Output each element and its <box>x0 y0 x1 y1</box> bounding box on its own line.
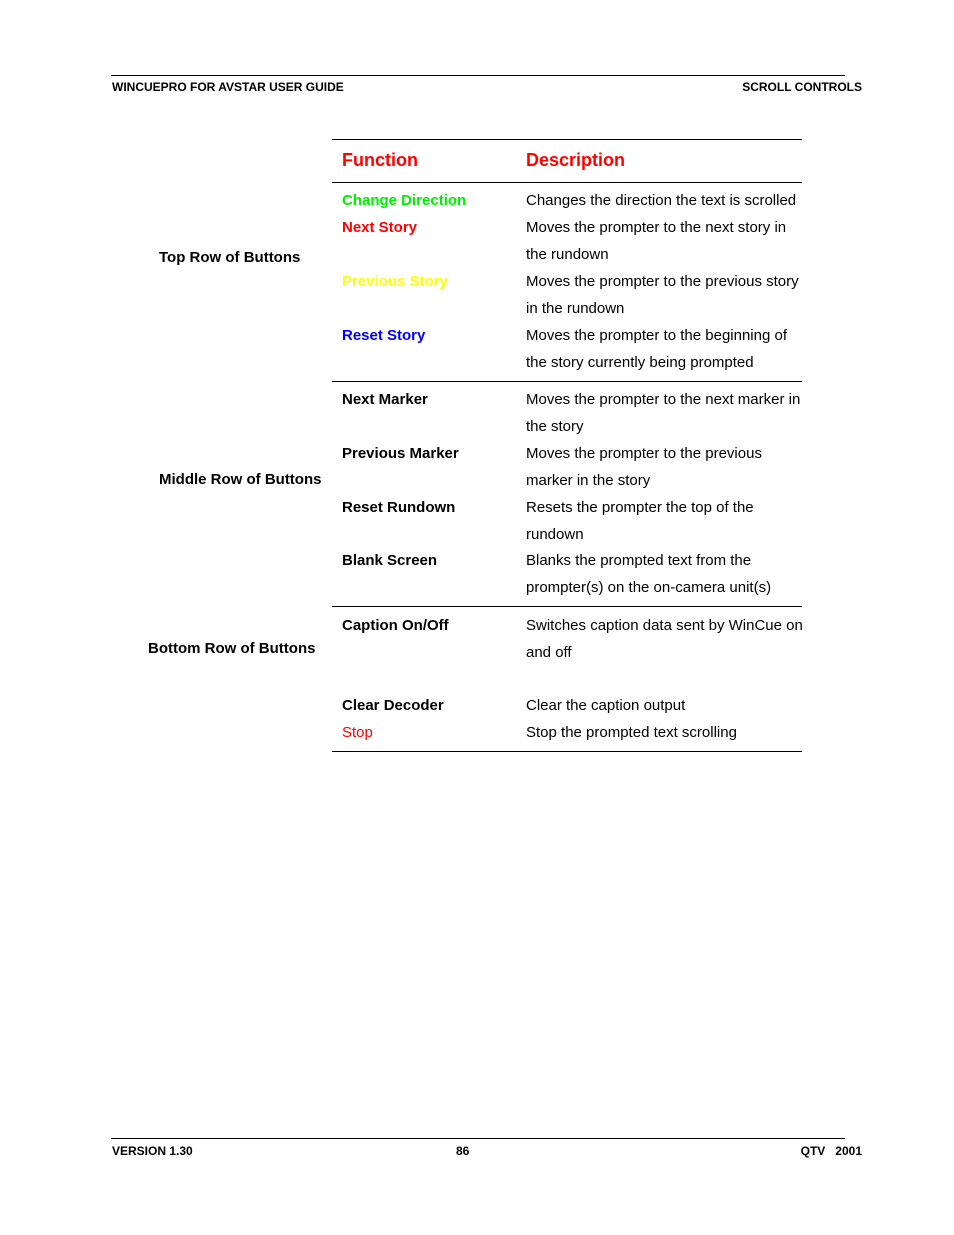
description-previous-story: Moves the prompter to the previous story in the rundown <box>526 273 799 317</box>
publisher-year: QTV 2001 <box>800 1144 862 1158</box>
function-clear-decoder: Clear Decoder <box>342 697 444 714</box>
footer-rule <box>111 1138 845 1139</box>
description-stop: Stop the prompted text scrolling <box>526 724 737 741</box>
function-next-story: Next Story <box>342 219 418 236</box>
top-row-divider <box>332 381 802 382</box>
function-next-marker: Next Marker <box>342 391 428 408</box>
page-number: 86 <box>456 1144 470 1158</box>
description-reset-rundown: Resets the prompter the top of the rundown <box>526 499 754 543</box>
group-label-middle-row: Middle Row of Buttons <box>159 471 322 488</box>
table-top-rule <box>332 139 802 140</box>
description-clear-decoder: Clear the caption output <box>526 697 686 714</box>
description-reset-story: Moves the prompter to the beginning of the story currently being prompted <box>526 327 787 371</box>
middle-row-divider <box>332 606 802 607</box>
document-title: WINCUEPRO FOR AVSTAR USER GUIDE <box>112 80 344 94</box>
description-change-direction: Changes the direction the text is scrolled <box>526 192 797 209</box>
section-title: SCROLL CONTROLS <box>742 80 862 94</box>
column-header-description: Description <box>526 150 626 170</box>
column-header-function: Function <box>342 150 418 170</box>
header-rule <box>111 75 845 76</box>
description-next-marker: Moves the prompter to the next marker in the story <box>526 391 801 435</box>
function-caption-on-off: Caption On/Off <box>342 617 449 634</box>
description-caption-on-off: Switches caption data sent by WinCue on and off <box>526 617 803 661</box>
function-blank-screen: Blank Screen <box>342 552 438 569</box>
function-stop: Stop <box>342 724 373 741</box>
description-blank-screen: Blanks the prompted text from the prompter(s) on the on-camera unit(s) <box>526 552 772 596</box>
function-reset-rundown: Reset Rundown <box>342 499 456 516</box>
group-label-top-row: Top Row of Buttons <box>159 249 301 266</box>
table-bottom-rule <box>332 751 802 752</box>
function-previous-marker: Previous Marker <box>342 445 459 462</box>
group-label-bottom-row: Bottom Row of Buttons <box>148 640 316 657</box>
function-previous-story: Previous Story <box>342 273 448 290</box>
version-label: VERSION 1.30 <box>112 1144 193 1158</box>
description-next-story: Moves the prompter to the next story in the rundown <box>526 219 787 263</box>
function-change-direction: Change Direction <box>342 192 467 209</box>
function-reset-story: Reset Story <box>342 327 426 344</box>
header-divider <box>332 182 802 183</box>
description-previous-marker: Moves the prompter to the previous marker in the story <box>526 445 762 489</box>
